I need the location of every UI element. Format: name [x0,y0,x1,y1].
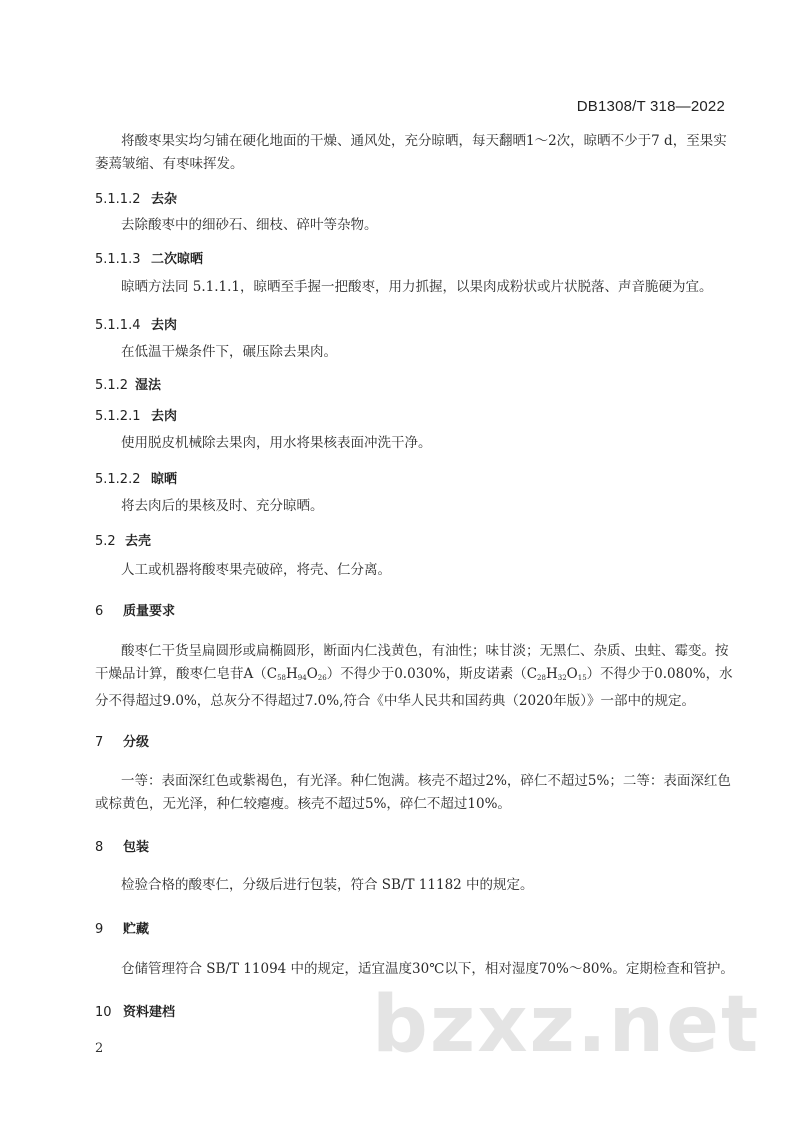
heading-number: 8 [95,840,104,855]
heading-5-2 [95,530,151,549]
subscript: 58 [277,674,287,682]
heading-5-1-2-2 [95,468,177,487]
text-run: 酸枣仁干货呈扁圆形或扁椭圆形，断面内仁浅黄色，有油性；味甘淡；无黑仁、杂质、虫蛀、霉变。按干燥品计算，酸枣仁皂苷A（C [95,643,729,682]
watermark-text: bzxz.net [372,980,761,1070]
paragraph-5-1-1-4: 在低温干燥条件下，碾压除去果肉。 [121,344,337,360]
heading-title: 去壳 [125,534,152,549]
heading-title: 晾晒 [151,472,178,487]
heading-number: 10 [95,1005,112,1020]
subscript: 32 [557,674,567,682]
heading-5-1-1-4 [95,314,177,333]
paragraph-6 [95,640,735,713]
heading-number: 5.1.1.4 [95,318,141,333]
text-run: H [286,666,298,682]
paragraph-9: 仓储管理符合 SB/T 11094 中的规定，适宜温度30℃以下，相对湿度70%～80%。定期检查和管护。 [121,961,734,977]
subscript: 26 [317,674,327,682]
paragraph-5-1-1-3: 晾晒方法同 5.1.1.1，晾晒至手握一把酸枣，用力抓握，以果肉成粉状或片状脱落、声音脆硬为宜。 [121,279,713,295]
heading-title: 二次晾晒 [151,252,204,267]
heading-title: 包装 [123,840,150,855]
paragraph-intro: 将酸枣果实均匀铺在硬化地面的干燥、通风处，充分晾晒，每天翻晒1～2次，晾晒不少于7 d，至果实萎蔫皱缩、有枣味挥发。 [95,133,727,172]
heading-5-1-2-1 [95,405,177,424]
heading-title: 资料建档 [123,1005,176,1020]
heading-5-1-1-2 [95,188,177,207]
page-number: 2 [95,1041,104,1056]
heading-title: 去肉 [151,409,178,424]
heading-number: 7 [95,735,104,750]
paragraph-8: 检验合格的酸枣仁，分级后进行包装，符合 SB/T 11182 中的规定。 [121,877,534,893]
paragraph-5-2: 人工或机器将酸枣果壳破碎，将壳、仁分离。 [121,562,391,578]
subscript: 28 [537,674,546,682]
heading-title: 质量要求 [123,604,176,619]
paragraph-5-1-2-1: 使用脱皮机械除去果肉，用水将果核表面冲洗干净。 [121,435,432,451]
text-run: O [566,666,578,682]
heading-number: 5.1.1.2 [95,192,141,207]
heading-6 [95,600,175,619]
text-run: H [545,666,558,682]
heading-title: 去杂 [151,192,178,207]
heading-5-1-2 [95,374,161,393]
heading-number: 5.1.2.2 [95,472,141,487]
paragraph-5-1-1-2: 去除酸枣中的细砂石、细枝、碎叶等杂物。 [121,217,378,233]
heading-8 [95,836,149,855]
heading-title: 贮藏 [123,922,150,937]
heading-title: 去肉 [151,318,178,333]
paragraph-7: 一等：表面深红色或紫褐色，有光泽。种仁饱满。核壳不超过2%，碎仁不超过5%；二等：表面深红色或棕黄色，无光泽，种仁较瘪瘦。核壳不超过5%，碎仁不超过10%。 [95,773,731,812]
heading-10 [95,1001,175,1020]
text-run: ）不得少于0.080%，水分不得超过9.0%，总灰分不得超过7.0%,符合《中华人民共和国药典（2020年版）》一部中的规定。 [95,666,733,709]
heading-7 [95,731,149,750]
heading-number: 5.1.2.1 [95,409,141,424]
text-run: ）不得少于0.030%，斯皮诺素（C [326,666,538,682]
document-code: DB1308/T 318—2022 [576,98,725,115]
heading-title: 分级 [123,735,150,750]
subscript: 15 [577,674,587,682]
heading-number: 5.1.2 [95,378,129,393]
heading-title: 湿法 [135,378,162,393]
text-run: O [306,666,318,682]
heading-number: 9 [95,922,104,937]
heading-5-1-1-3 [95,248,203,267]
heading-number: 5.2 [95,534,116,549]
heading-number: 5.1.1.3 [95,252,141,267]
heading-9 [95,918,149,937]
heading-number: 6 [95,604,104,619]
paragraph-5-1-2-2: 将去肉后的果核及时、充分晾晒。 [121,498,324,514]
subscript: 94 [297,674,307,682]
